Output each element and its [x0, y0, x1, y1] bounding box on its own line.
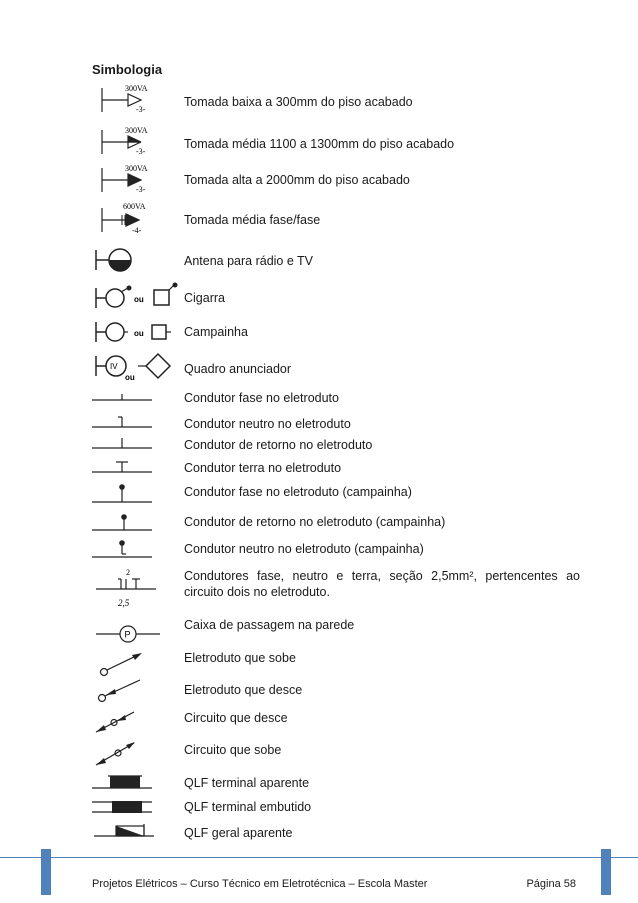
ou-label: ou [134, 329, 144, 338]
symbol-label: Condutor fase no eletroduto (campainha) [184, 485, 412, 499]
tomada-va-label: 600VA [123, 202, 146, 211]
symbol-label: Tomada alta a 2000mm do piso acabado [184, 173, 410, 187]
tomada-media-icon [88, 124, 178, 160]
symbol-label: Condutor de retorno no eletroduto (campainha) [184, 515, 446, 529]
symbol-label: QLF terminal aparente [184, 776, 310, 790]
symbol-label: Tomada baixa a 300mm do piso acabado [184, 95, 413, 109]
tomada-alta-icon [88, 162, 178, 198]
antena-icon [88, 242, 178, 278]
condutor-neutro-campainha-icon [88, 533, 178, 569]
ou-label: ou [134, 295, 144, 304]
tomada-va-label: 300VA [125, 126, 148, 135]
symbol-label: Condutor fase no eletroduto [184, 391, 339, 405]
symbol-label: Antena para rádio e TV [184, 254, 314, 268]
tomada-va-label: 300VA [125, 164, 148, 173]
tomada-va-label: 300VA [125, 84, 148, 93]
page-title: Simbologia [92, 62, 163, 77]
condutores-circuito-icon [88, 567, 178, 613]
iv-label: IV [110, 362, 118, 371]
symbol-label: Condutor neutro no eletroduto (campainha) [184, 542, 424, 556]
symbol-label: Eletroduto que sobe [184, 651, 296, 665]
symbol-label: Condutores fase, neutro e terra, seção 2,5mm², pertencentes ao circuito dois no eletroduto. [184, 569, 580, 599]
symbol-label: Condutor neutro no eletroduto [184, 417, 351, 431]
tomada-baixa-icon [88, 82, 178, 118]
symbol-label: Quadro anunciador [184, 362, 292, 376]
footer-title: Projetos Elétricos – Curso Técnico em Eletrotécnica – Escola Master [92, 878, 428, 890]
ou-label: ou [125, 373, 135, 382]
symbol-label: Eletroduto que desce [184, 683, 303, 697]
qlf-geral-aparente-icon [88, 812, 178, 848]
campainha-icon [88, 314, 178, 350]
symbol-label: Cigarra [184, 291, 225, 305]
tomada-circuit-label: -4- [132, 226, 142, 235]
circuito-desce-icon [88, 704, 178, 740]
symbol-label: Caixa de passagem na parede [184, 618, 355, 632]
cigarra-icon [88, 280, 178, 316]
symbol-label: Circuito que desce [184, 711, 288, 725]
page-number: Página 58 [526, 878, 576, 890]
symbol-label: Tomada média fase/fase [184, 213, 321, 227]
symbol-label: Condutor de retorno no eletroduto [184, 438, 373, 452]
footer-divider [0, 857, 638, 858]
tomada-circuit-label: -3- [136, 147, 146, 156]
footer-bar-left [41, 849, 51, 895]
symbol-label: Circuito que sobe [184, 743, 282, 757]
tomada-circuit-label: -3- [136, 105, 146, 114]
tomada-fase-fase-icon [88, 202, 178, 238]
tomada-circuit-label: -3- [136, 185, 146, 194]
symbol-label: QLF terminal embutido [184, 800, 312, 814]
circuit-number-label: 2 [126, 568, 130, 577]
symbol-label: QLF geral aparente [184, 826, 293, 840]
p-label: P [124, 629, 131, 640]
symbol-label: Campainha [184, 325, 248, 339]
footer-bar-right [601, 849, 611, 895]
quadro-anunciador-icon [88, 350, 178, 386]
section-label: 2,5 [118, 598, 130, 608]
symbol-label: Tomada média 1100 a 1300mm do piso acabado [184, 137, 455, 151]
symbol-label: Condutor terra no eletroduto [184, 461, 342, 475]
